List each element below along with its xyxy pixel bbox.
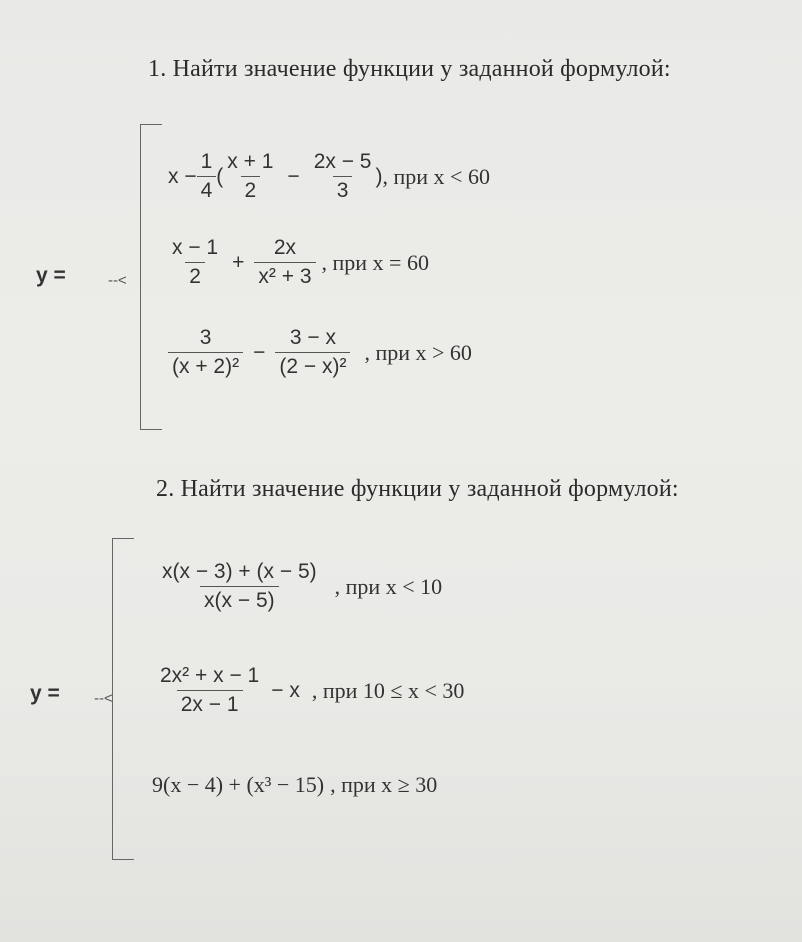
task2-case2 xyxy=(156,664,464,717)
task2-case1-fraction: $\frac{x(x - 3) + (x - 5)}{x(x - 5)}$ xyxy=(162,560,317,612)
task1-y-label: y = xyxy=(36,264,66,287)
task2-y-label: y = xyxy=(30,682,60,705)
task2-case1 xyxy=(158,560,442,613)
task1-case1 xyxy=(168,150,490,203)
task1-case2-condition: , при x = 60 xyxy=(321,249,429,275)
task1-case2-plus: + xyxy=(232,250,245,274)
task1-brace-tip: --< xyxy=(108,272,127,289)
task2-case3 xyxy=(152,772,437,798)
task1-case1-open-paren: ( xyxy=(216,164,224,188)
task1-case1-fraction-2: $\frac{x + 1}{2}$ xyxy=(227,150,274,202)
task1-case3-minus: − xyxy=(253,340,266,364)
task1-case3-fraction-2: $\frac{3 - x}{\text{(2 − x)²}}$ xyxy=(275,326,350,379)
task1-case1-fraction-3: $\frac{2x - 5}{3}$ xyxy=(313,150,372,202)
task1-heading: 1. Найти значение функции y заданной формулой: xyxy=(148,56,671,82)
task2-brace xyxy=(112,538,113,860)
task1-case2-fraction-2: $\frac{2x}{\text{x² + 3}}$ xyxy=(254,236,315,289)
task2-case3-condition: , при x ≥ 30 xyxy=(330,772,438,797)
task1-case2 xyxy=(168,236,429,289)
task1-brace xyxy=(140,124,141,430)
task1-case3-fraction-1: $\frac{3}{\text{(x + 2)²}}$ xyxy=(168,326,243,379)
task1-case1-condition: , при x < 60 xyxy=(382,163,490,189)
task1-case1-close-paren: ) xyxy=(375,164,383,188)
task1-case1-minus: − xyxy=(287,164,300,188)
task1-case1-lead: x − xyxy=(168,164,197,188)
task1-case3-condition: , при x > 60 xyxy=(364,339,472,365)
task2-brace-tip: --< xyxy=(94,690,113,707)
task2-case2-fraction: $\frac{\text{2x² + x − 1}}{2x - 1}$ xyxy=(160,664,260,716)
task2-case2-tail: − x xyxy=(271,678,300,702)
task2-case3-expression: 9(x − 4) + (x³ − 15) xyxy=(152,772,325,797)
task1-case3 xyxy=(168,326,472,379)
task1-case1-fraction-1: $\frac{1}{4}$ xyxy=(197,150,217,203)
task2-case2-condition: , при 10 ≤ x < 30 xyxy=(311,677,465,703)
task2-case1-condition: , при x < 10 xyxy=(334,573,443,599)
task2-heading: 2. Найти значение функции y заданной формулой: xyxy=(156,476,679,502)
task1-case2-fraction-1: $\frac{x - 1}{2}$ xyxy=(172,236,219,288)
